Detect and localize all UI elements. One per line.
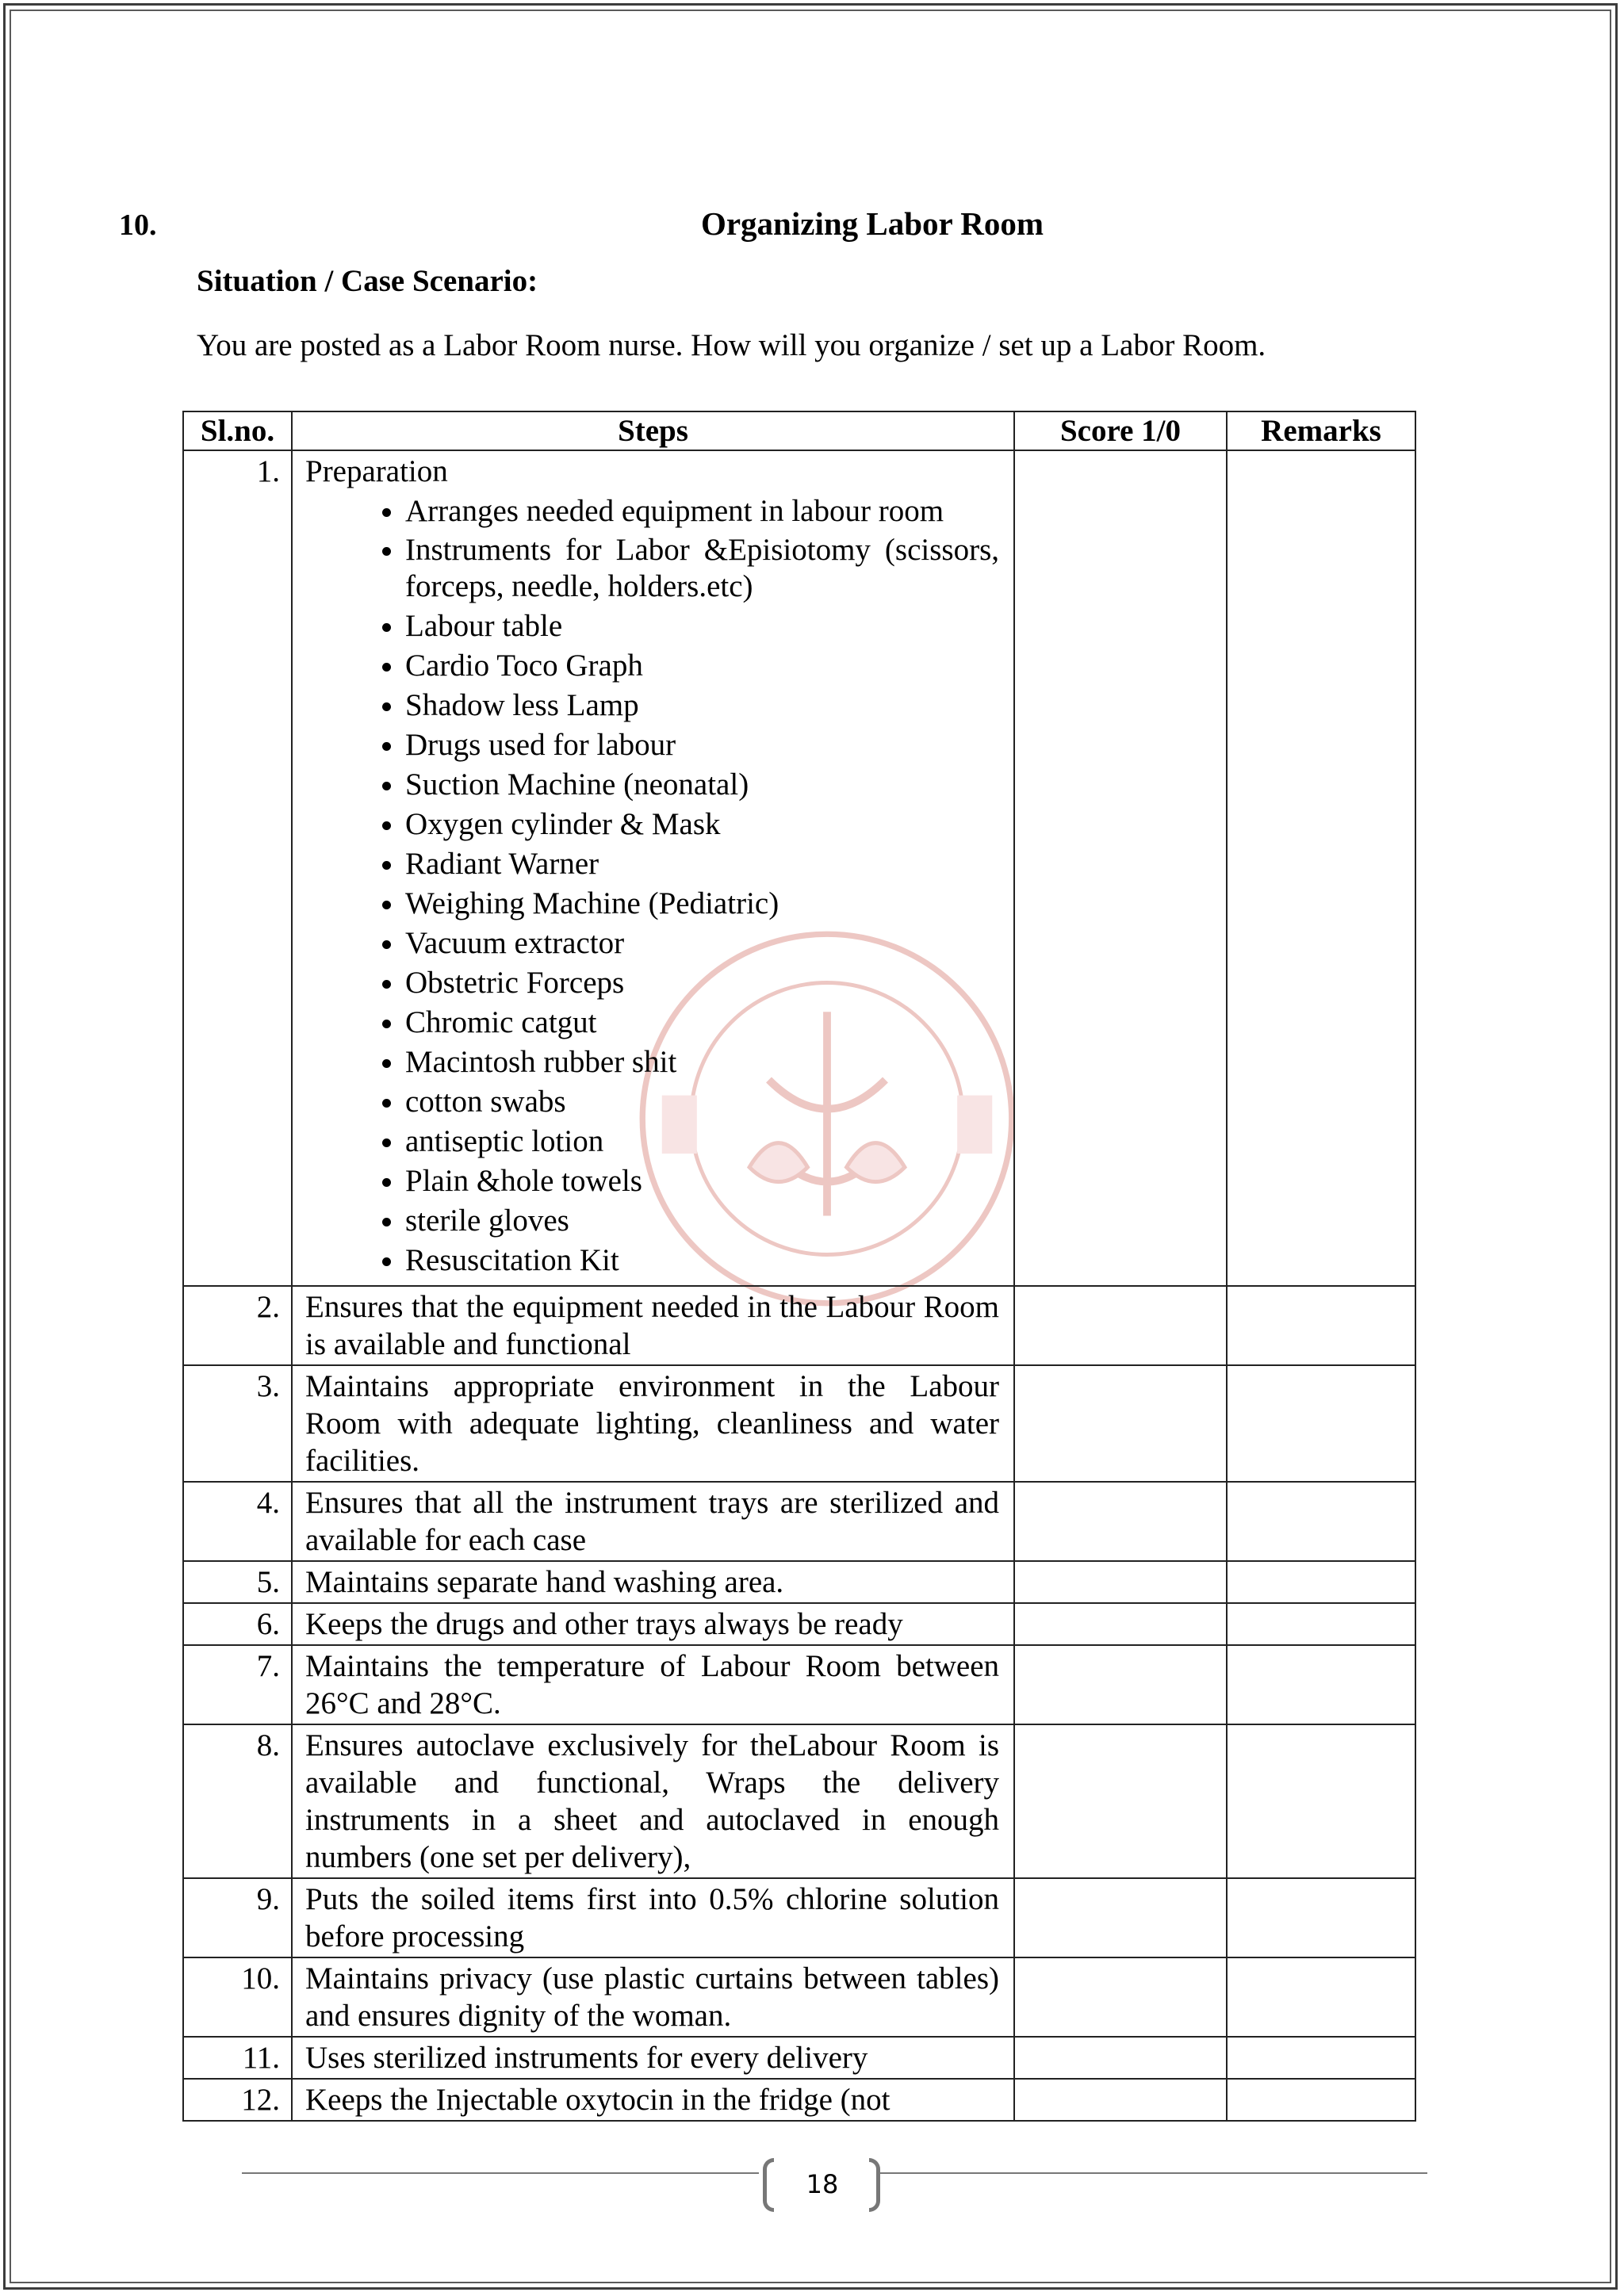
header-remarks: Remarks [1227,411,1415,450]
row-step: Keeps the Injectable oxytocin in the fridge (not [292,2079,1014,2121]
remarks-cell[interactable] [1227,1878,1415,1957]
row-step [292,450,1014,1286]
table-row [183,1645,1415,1724]
section-number: 10. [119,209,157,242]
table-row [183,450,1415,1286]
list-item: • Instruments for Labor &Episiotomy (scissors, forceps, needle, holders.etc) [405,532,999,605]
table-row [183,1561,1415,1603]
header-score: Score 1/0 [1014,411,1227,450]
row-step: Puts the soiled items first into 0.5% chlorine solution before processing [292,1878,1014,1957]
score-cell[interactable] [1014,1878,1227,1957]
list-item: • Plain &hole towels [405,1162,999,1200]
row-step: Maintains appropriate environment in the Labour Room with adequate lighting, cleanliness and water facilities. [292,1365,1014,1482]
list-item: • Obstetric Forceps [405,964,999,1001]
list-item: • Radiant Warner [405,845,999,882]
list-item: • Oxygen cylinder & Mask [405,806,999,843]
header-steps: Steps [292,411,1014,450]
table-row [183,1365,1415,1482]
list-item: • Labour table [405,607,999,645]
page-title: Organizing Labor Room [700,205,1044,242]
remarks-cell[interactable] [1227,450,1415,1286]
step-text: Preparation [305,454,448,488]
remarks-cell[interactable] [1227,1645,1415,1724]
score-cell[interactable] [1014,1957,1227,2037]
row-number: 4. [183,1482,292,1561]
score-cell[interactable] [1014,1286,1227,1365]
row-number: 10. [183,1957,292,2037]
list-item: • Cardio Toco Graph [405,647,999,684]
row-number: 7. [183,1645,292,1724]
row-number: 3. [183,1365,292,1482]
table-row [183,2037,1415,2079]
row-number: 1. [183,450,292,1286]
score-cell[interactable] [1014,1645,1227,1724]
equipment-list [305,492,999,1279]
row-step: Ensures that the equipment needed in the Labour Room is available and functional [292,1286,1014,1365]
row-number: 11. [183,2037,292,2079]
row-step: Ensures autoclave exclusively for theLabour Room is available and functional, Wraps the delivery instruments in a sheet and autoclaved in enough numbers (one set per delivery), [292,1724,1014,1878]
row-step: Maintains the temperature of Labour Room between 26°C and 28°C. [292,1645,1014,1724]
table-row [183,1482,1415,1561]
score-cell[interactable] [1014,1603,1227,1645]
table-row [183,1957,1415,2037]
list-item: • Shadow less Lamp [405,687,999,724]
score-cell[interactable] [1014,1365,1227,1482]
row-number: 8. [183,1724,292,1878]
table-header-row [183,411,1415,450]
list-item: • Drugs used for labour [405,726,999,763]
row-number: 2. [183,1286,292,1365]
header-slno: Sl.no. [183,411,292,450]
remarks-cell[interactable] [1227,1365,1415,1482]
list-item: • sterile gloves [405,1202,999,1239]
table-row [183,1878,1415,1957]
row-step: Uses sterilized instruments for every delivery [292,2037,1014,2079]
row-number: 5. [183,1561,292,1603]
remarks-cell[interactable] [1227,1561,1415,1603]
remarks-cell[interactable] [1227,2037,1415,2079]
score-cell[interactable] [1014,1482,1227,1561]
page-number: 18 [806,2169,839,2199]
scenario-heading: Situation / Case Scenario: [197,264,538,298]
table-row [183,2079,1415,2121]
table-row [183,1286,1415,1365]
list-item: • Suction Machine (neonatal) [405,766,999,803]
table-row [183,1603,1415,1645]
list-item: • antiseptic lotion [405,1123,999,1160]
remarks-cell[interactable] [1227,1724,1415,1878]
row-step: Ensures that all the instrument trays are sterilized and available for each case [292,1482,1014,1561]
row-number: 12. [183,2079,292,2121]
score-cell[interactable] [1014,2079,1227,2121]
list-item: • Arranges needed equipment in labour room [405,492,999,530]
list-item: • Resuscitation Kit [405,1242,999,1279]
checklist-table [182,411,1416,2122]
row-number: 9. [183,1878,292,1957]
score-cell[interactable] [1014,2037,1227,2079]
score-cell[interactable] [1014,1561,1227,1603]
list-item: • Chromic catgut [405,1004,999,1041]
score-cell[interactable] [1014,1724,1227,1878]
remarks-cell[interactable] [1227,1482,1415,1561]
remarks-cell[interactable] [1227,1603,1415,1645]
list-item: • Weighing Machine (Pediatric) [405,885,999,922]
row-step: Keeps the drugs and other trays always be ready [292,1603,1014,1645]
list-item: • cotton swabs [405,1083,999,1120]
list-item: • Vacuum extractor [405,924,999,962]
row-number: 6. [183,1603,292,1645]
remarks-cell[interactable] [1227,1286,1415,1365]
remarks-cell[interactable] [1227,1957,1415,2037]
scenario-text: You are posted as a Labor Room nurse. How will you organize / set up a Labor Room. [197,328,1266,362]
list-item: • Macintosh rubber shit [405,1043,999,1081]
score-cell[interactable] [1014,450,1227,1286]
row-step: Maintains separate hand washing area. [292,1561,1014,1603]
footer-rule-right [880,2172,1427,2174]
footer-rule-left [242,2172,759,2174]
table-row [183,1724,1415,1878]
row-step: Maintains privacy (use plastic curtains between tables) and ensures dignity of the woman. [292,1957,1014,2037]
remarks-cell[interactable] [1227,2079,1415,2121]
